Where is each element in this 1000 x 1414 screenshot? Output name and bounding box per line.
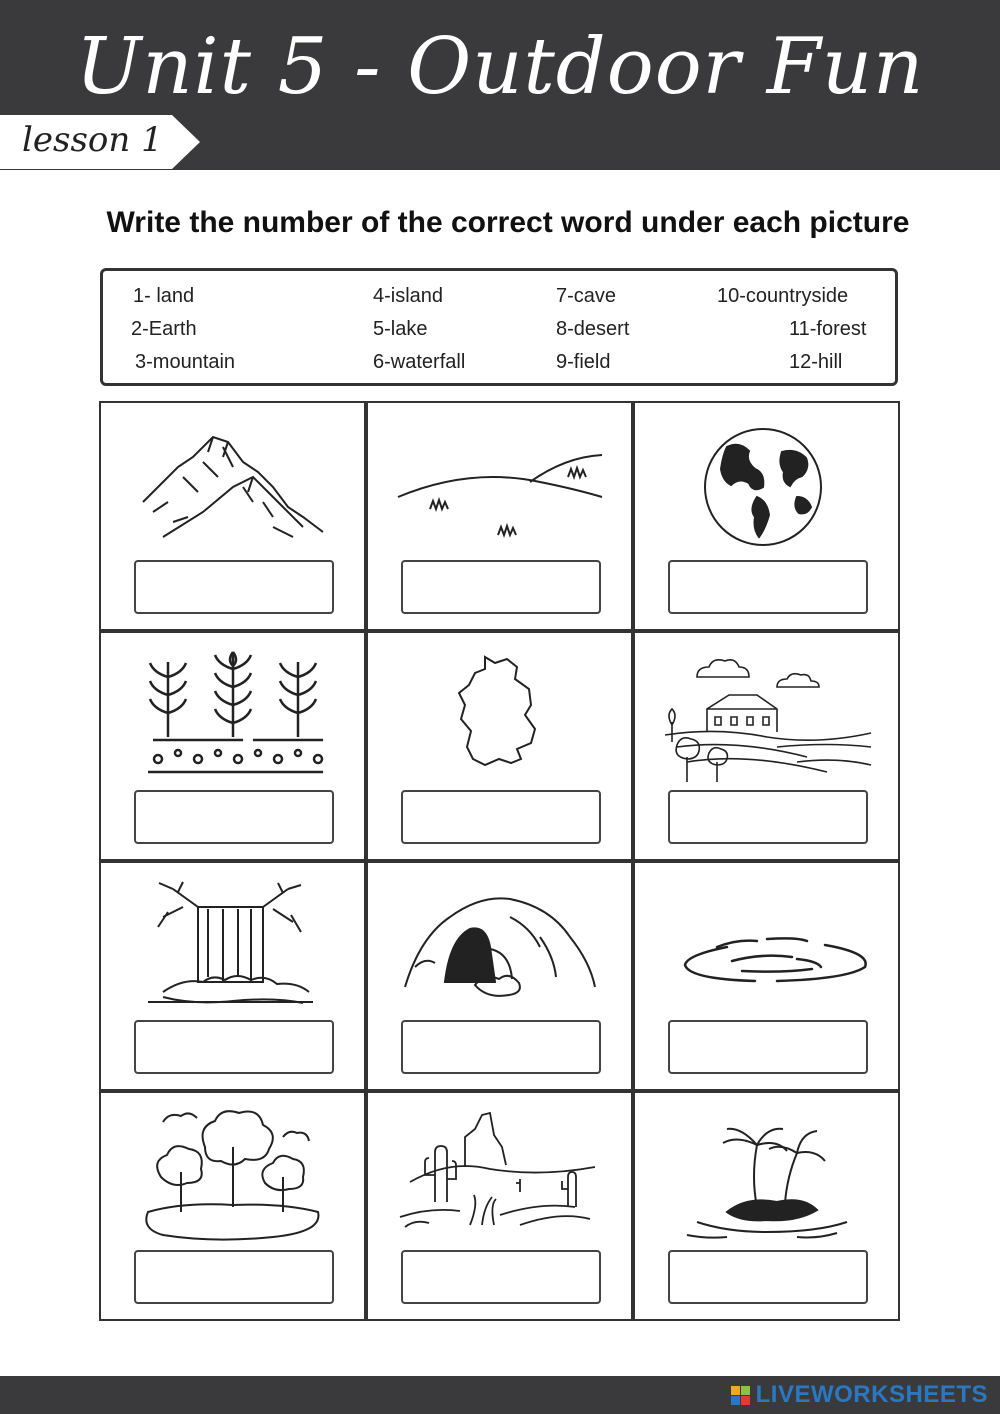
picture-cell: [366, 401, 633, 631]
picture-cell: [99, 861, 366, 1091]
word-bank-item: 12-hill: [789, 351, 843, 373]
word-bank-item: 7-cave: [556, 285, 617, 307]
land-map-outline-icon: [390, 647, 612, 787]
earth-globe-icon: [657, 417, 879, 557]
mountain-icon: [123, 417, 345, 557]
answer-box[interactable]: [401, 790, 601, 844]
picture-cell: [633, 1091, 900, 1321]
answer-box[interactable]: [668, 560, 868, 614]
word-bank-item: 11-forest: [789, 318, 867, 340]
island-palm-icon: [657, 1107, 879, 1247]
word-bank-item: 3-mountain: [135, 351, 236, 373]
answer-box[interactable]: [134, 790, 334, 844]
answer-box[interactable]: [401, 1020, 601, 1074]
answer-box[interactable]: [134, 1020, 334, 1074]
word-bank-item: 2-Earth: [131, 318, 197, 340]
lesson-label: lesson 1: [22, 120, 163, 160]
word-bank: [100, 268, 898, 386]
answer-box[interactable]: [668, 1250, 868, 1304]
page-title: Unit 5 - Outdoor Fun: [75, 22, 925, 112]
word-bank-item: 4-island: [373, 285, 444, 307]
word-bank-item: 1- land: [133, 285, 195, 307]
picture-cell: [99, 401, 366, 631]
liveworksheets-logo: [731, 1382, 988, 1408]
word-bank-item: 8-desert: [556, 318, 630, 340]
picture-cell: [633, 861, 900, 1091]
countryside-farmhouse-icon: [657, 647, 879, 787]
cave-icon: [390, 877, 612, 1017]
answer-box[interactable]: [134, 560, 334, 614]
logo-text: LIVEWORKSHEETS: [755, 1381, 988, 1408]
lake-ripples-icon: [657, 877, 879, 1017]
picture-cell: [633, 631, 900, 861]
forest-trees-icon: [123, 1107, 345, 1247]
picture-cell: [99, 631, 366, 861]
word-bank-item: 5-lake: [373, 318, 428, 340]
answer-box[interactable]: [668, 1020, 868, 1074]
field-crops-icon: [123, 647, 345, 787]
picture-grid: [99, 401, 901, 1323]
word-bank-item: 6-waterfall: [373, 351, 466, 373]
waterfall-icon: [123, 877, 345, 1017]
picture-cell: [366, 1091, 633, 1321]
desert-cactus-icon: [390, 1107, 612, 1247]
picture-cell: [633, 401, 900, 631]
hill-icon: [390, 417, 612, 557]
picture-cell: [366, 861, 633, 1091]
word-bank-item: 9-field: [556, 351, 611, 373]
instruction-text: Write the number of the correct word under each picture: [106, 206, 910, 239]
logo-squares-icon: [731, 1386, 750, 1405]
word-bank-item: 10-countryside: [717, 285, 849, 307]
picture-cell: [366, 631, 633, 861]
answer-box[interactable]: [401, 560, 601, 614]
picture-cell: [99, 1091, 366, 1321]
answer-box[interactable]: [134, 1250, 334, 1304]
answer-box[interactable]: [668, 790, 868, 844]
answer-box[interactable]: [401, 1250, 601, 1304]
